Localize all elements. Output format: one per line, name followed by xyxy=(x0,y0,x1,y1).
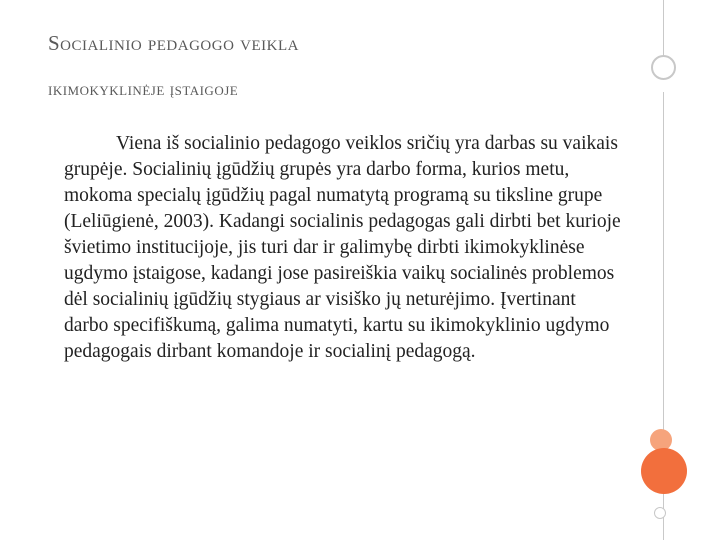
decor-circle-outline-icon xyxy=(651,55,676,80)
decor-circle-large-orange-icon xyxy=(641,448,687,494)
decor-circle-dot-icon xyxy=(654,507,666,519)
slide-title xyxy=(48,30,638,102)
slide-title-line-1: Socialinio pedagogo veikla xyxy=(48,31,299,55)
slide-body-paragraph: Viena iš socialinio pedagogo veiklos sričių yra darbas su vaikais grupėje. Socialinių įgūdžių grupės yra darbo forma, kurios metu, mokoma specialų įgūdžių pagal numatytą programą su tiksline grupe (Leliūgienė, 2003). Kadangi socialinis pedagogas gali dirbti bet kurioje švietimo institucijoje, jis turi dar ir galimybę dirbti ikimokyklinėse ugdymo įstaigose, kadangi jose pasireiškia vaikų socialinės problemos dėl socialinių įgūdžių stygiaus ar visiško jų neturėjimo. Įvertinant darbo specifiškumą, galima numatyti, kartu su ikimokyklinio ugdymo pedagogais dirbant komandoje ir socialinį pedagogą. xyxy=(64,133,621,362)
decor-line-top xyxy=(663,0,664,56)
slide-title-line-2: ikimokyklinėje įstaigoje xyxy=(48,79,239,99)
